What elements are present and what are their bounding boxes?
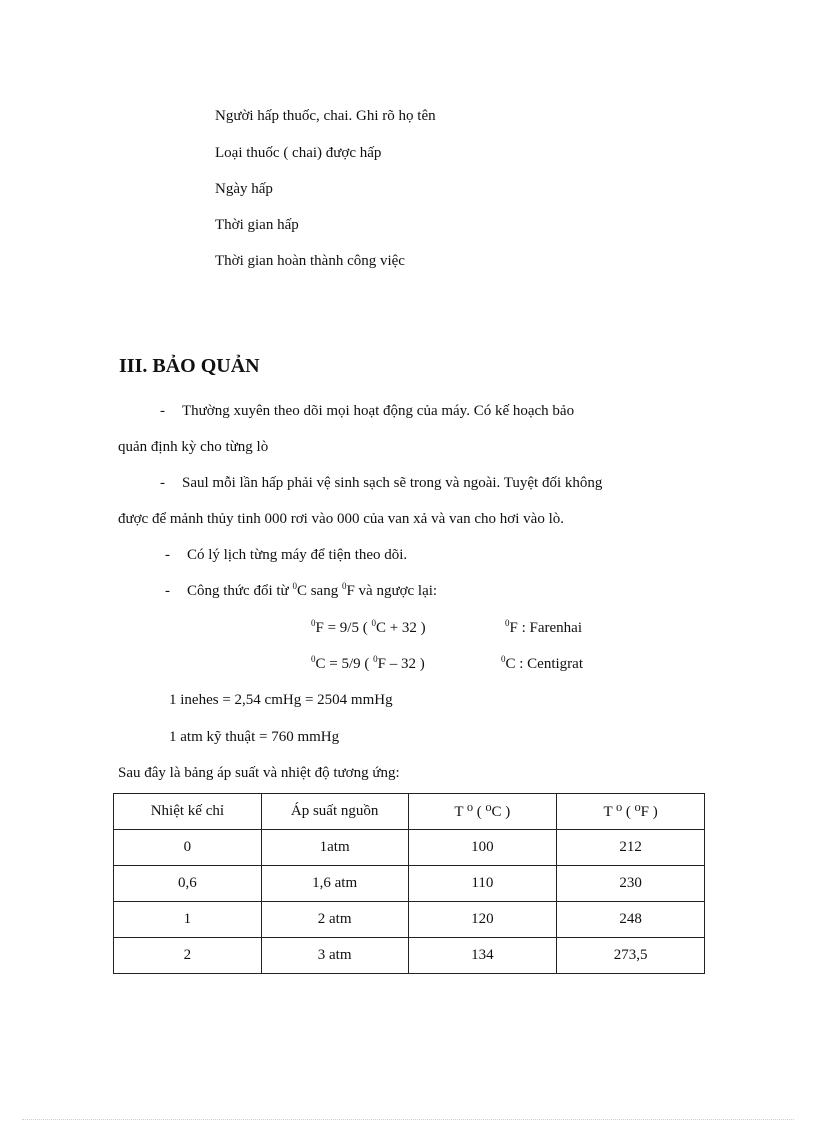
page-bottom-divider bbox=[22, 1119, 794, 1120]
conversion-atm: 1 atm kỹ thuật = 760 mmHg bbox=[169, 729, 340, 745]
formula-fahrenheit-label bbox=[505, 618, 582, 638]
conversion-inches: 1 inehes = 2,54 cmHg = 2504 mmHg bbox=[169, 692, 393, 708]
formula-label-text: F : Farenhai bbox=[509, 620, 582, 636]
table-header-row bbox=[114, 794, 705, 830]
bullet-dash: - bbox=[165, 547, 170, 563]
degree-superscript: 0 bbox=[373, 654, 378, 664]
paragraph-text: Thường xuyên theo dõi mọi hoạt động của máy. Có kế hoạch bảo bbox=[182, 403, 575, 419]
paragraph-text: Công thức đổi từ bbox=[187, 583, 293, 599]
degree-superscript: 0 bbox=[371, 618, 376, 628]
table-cell: 1,6 atm bbox=[261, 866, 408, 902]
table-row bbox=[114, 902, 705, 938]
table-header-cell: Nhiệt kế chỉ bbox=[114, 794, 262, 830]
table-cell: 3 atm bbox=[261, 938, 408, 974]
formula-text: F – 32 ) bbox=[377, 656, 425, 672]
paragraph-4 bbox=[165, 581, 437, 601]
table-cell: 100 bbox=[408, 830, 557, 866]
table-cell: 273,5 bbox=[557, 938, 705, 974]
table-cell: 110 bbox=[408, 866, 557, 902]
paragraph-2-line-1 bbox=[160, 473, 602, 493]
formula-text: C = 5/9 ( bbox=[315, 656, 374, 672]
list-item: Người hấp thuốc, chai. Ghi rõ họ tên bbox=[215, 108, 436, 124]
degree-superscript: 0 bbox=[341, 581, 347, 591]
degree-superscript: 0 bbox=[505, 618, 510, 628]
table-header-cell: T ⁰ ( ⁰F ) bbox=[557, 794, 705, 830]
degree-superscript: 0 bbox=[292, 581, 297, 591]
table-cell: 2 atm bbox=[261, 902, 408, 938]
table-row bbox=[114, 866, 705, 902]
paragraph-text: C sang bbox=[296, 583, 342, 599]
table-cell: 120 bbox=[408, 902, 557, 938]
formula-celsius bbox=[311, 654, 425, 674]
list-item: Thời gian hoàn thành công việc bbox=[215, 253, 405, 269]
table-cell: 0 bbox=[114, 830, 262, 866]
list-item: Thời gian hấp bbox=[215, 217, 299, 233]
table-header-cell: Áp suất nguồn bbox=[261, 794, 408, 830]
table-cell: 248 bbox=[557, 902, 705, 938]
bullet-dash: - bbox=[160, 403, 165, 419]
table-cell: 134 bbox=[408, 938, 557, 974]
degree-superscript: 0 bbox=[311, 618, 316, 628]
paragraph-text: F và ngược lại: bbox=[346, 583, 438, 599]
paragraph-text: Có lý lịch từng máy để tiện theo dõi. bbox=[187, 547, 408, 563]
degree-superscript: 0 bbox=[311, 654, 316, 664]
paragraph-2-line-2: được để mảnh thủy tinh 000 rơi vào 000 của van xả và van cho hơi vào lò. bbox=[118, 511, 564, 527]
table-cell: 1 bbox=[114, 902, 262, 938]
bullet-dash: - bbox=[160, 475, 165, 491]
table-cell: 0,6 bbox=[114, 866, 262, 902]
paragraph-text: Saul mỗi lần hấp phải vệ sinh sạch sẽ trong và ngoài. Tuyệt đối không bbox=[182, 475, 603, 491]
paragraph-1-line-1 bbox=[160, 401, 574, 421]
table-row bbox=[114, 830, 705, 866]
bullet-dash: - bbox=[165, 583, 170, 599]
table-intro: Sau đây là bảng áp suất và nhiệt độ tương ứng: bbox=[118, 765, 400, 781]
formula-celsius-label bbox=[501, 654, 583, 674]
table-row bbox=[114, 938, 705, 974]
formula-text: C + 32 ) bbox=[375, 620, 426, 636]
paragraph-3 bbox=[165, 545, 407, 565]
table-cell: 230 bbox=[557, 866, 705, 902]
formula-fahrenheit bbox=[311, 618, 426, 638]
list-item: Loại thuốc ( chai) được hấp bbox=[215, 145, 382, 161]
table-header-cell: T ⁰ ( ⁰C ) bbox=[408, 794, 557, 830]
formula-label-text: C : Centigrat bbox=[505, 656, 583, 672]
formula-text: F = 9/5 ( bbox=[315, 620, 372, 636]
paragraph-1-line-2: quản định kỳ cho từng lò bbox=[118, 439, 269, 455]
list-item: Ngày hấp bbox=[215, 181, 273, 197]
table-cell: 2 bbox=[114, 938, 262, 974]
pressure-temperature-table bbox=[113, 793, 705, 974]
degree-superscript: 0 bbox=[501, 654, 506, 664]
section-heading: III. BẢO QUẢN bbox=[119, 355, 260, 377]
table-cell: 1atm bbox=[261, 830, 408, 866]
table-cell: 212 bbox=[557, 830, 705, 866]
